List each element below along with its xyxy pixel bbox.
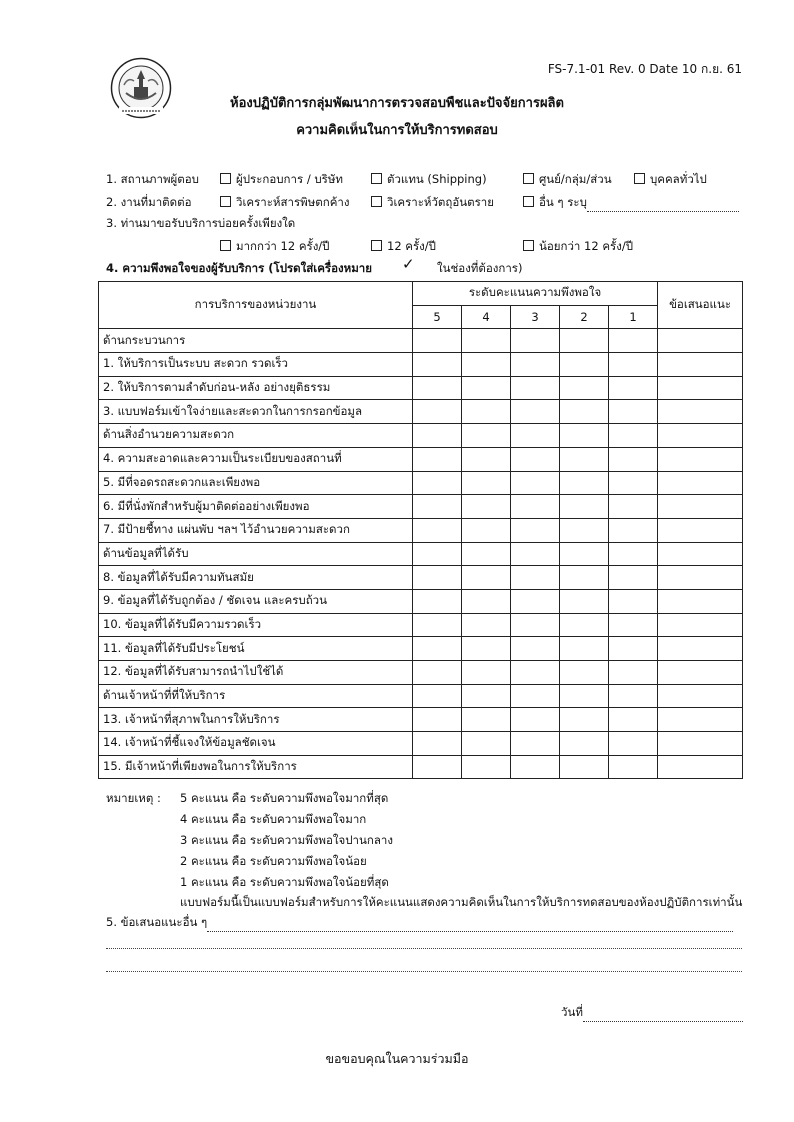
empty-cell <box>413 329 462 353</box>
rating-cell-score-5[interactable] <box>413 447 462 471</box>
rating-cell-score-2[interactable] <box>560 447 609 471</box>
note-line: 5 คะแนน คือ ระดับความพึงพอใจมากที่สุด <box>180 791 389 805</box>
q3-label: 3. ท่านมาขอรับบริการบ่อยครั้งเพียงใด <box>106 216 296 230</box>
rating-cell-score-1[interactable] <box>609 376 658 400</box>
suggestion-cell[interactable] <box>658 637 743 661</box>
header-service: การบริการของหน่วยงาน <box>99 282 413 329</box>
suggestion-cell[interactable] <box>658 495 743 519</box>
checkbox[interactable] <box>371 240 382 251</box>
suggestion-cell[interactable] <box>658 613 743 637</box>
rating-cell-score-4[interactable] <box>462 589 511 613</box>
rating-cell-score-4[interactable] <box>462 566 511 590</box>
rating-cell-score-5[interactable] <box>413 589 462 613</box>
item-label: 5. มีที่จอดรถสะดวกและเพียงพอ <box>99 471 413 495</box>
rating-cell-score-2[interactable] <box>560 566 609 590</box>
table-row <box>99 518 743 542</box>
rating-cell-score-4[interactable] <box>462 755 511 779</box>
rating-cell-score-2[interactable] <box>560 495 609 519</box>
suggestion-cell[interactable] <box>658 566 743 590</box>
checkbox[interactable] <box>220 240 231 251</box>
empty-cell <box>609 542 658 566</box>
item-label: 10. ข้อมูลที่ได้รับมีความรวดเร็ว <box>99 613 413 637</box>
q5-input-line-2[interactable] <box>106 948 742 949</box>
empty-cell <box>413 542 462 566</box>
checkbox[interactable] <box>220 173 231 184</box>
rating-cell-score-5[interactable] <box>413 661 462 685</box>
suggestion-cell[interactable] <box>658 471 743 495</box>
q2-other-input[interactable] <box>587 211 739 212</box>
rating-cell-score-5[interactable] <box>413 732 462 756</box>
rating-cell-score-3[interactable] <box>511 495 560 519</box>
empty-cell <box>609 424 658 448</box>
q3-option-twelve[interactable]: 12 ครั้ง/ปี <box>371 238 436 256</box>
rating-cell-score-1[interactable] <box>609 732 658 756</box>
q5-input-line-1[interactable] <box>207 931 733 932</box>
rating-cell-score-2[interactable] <box>560 732 609 756</box>
suggestion-cell[interactable] <box>658 661 743 685</box>
thank-you-text: ขอขอบคุณในความร่วมมือ <box>325 1051 469 1066</box>
empty-cell <box>462 542 511 566</box>
empty-cell <box>658 329 743 353</box>
rating-cell-score-3[interactable] <box>511 566 560 590</box>
item-label: 8. ข้อมูลที่ได้รับมีความทันสมัย <box>99 566 413 590</box>
q3-option-more[interactable]: มากกว่า 12 ครั้ง/ปี <box>220 238 329 256</box>
rating-cell-score-4[interactable] <box>462 400 511 424</box>
rating-cell-score-2[interactable] <box>560 589 609 613</box>
rating-cell-score-3[interactable] <box>511 661 560 685</box>
table-row <box>99 708 743 732</box>
q2-label: 2. งานที่มาติดต่อ <box>106 195 192 209</box>
suggestion-cell[interactable] <box>658 589 743 613</box>
rating-cell-score-3[interactable] <box>511 518 560 542</box>
empty-cell <box>560 424 609 448</box>
table-row <box>99 353 743 377</box>
empty-cell <box>462 329 511 353</box>
empty-cell <box>658 542 743 566</box>
rating-cell-score-3[interactable] <box>511 353 560 377</box>
empty-cell <box>658 684 743 708</box>
rating-cell-score-2[interactable] <box>560 400 609 424</box>
q5-input-line-3[interactable] <box>106 971 742 972</box>
suggestion-cell[interactable] <box>658 755 743 779</box>
rating-cell-score-5[interactable] <box>413 518 462 542</box>
lab-title: ห้องปฏิบัติการกลุ่มพัฒนาการตรวจสอบพืชและปัจจัยการผลิต <box>230 96 564 111</box>
rating-cell-score-1[interactable] <box>609 661 658 685</box>
q4-suffix: ในช่องที่ต้องการ) <box>437 261 523 275</box>
rating-cell-score-5[interactable] <box>413 566 462 590</box>
q1-option-general[interactable]: บุคคลทั่วไป <box>634 171 707 189</box>
section-title: ด้านกระบวนการ <box>99 329 413 353</box>
rating-cell-score-5[interactable] <box>413 376 462 400</box>
rating-cell-score-5[interactable] <box>413 755 462 779</box>
rating-cell-score-3[interactable] <box>511 637 560 661</box>
table-row <box>99 589 743 613</box>
empty-cell <box>560 684 609 708</box>
table-row <box>99 447 743 471</box>
item-label: 13. เจ้าหน้าที่สุภาพในการให้บริการ <box>99 708 413 732</box>
suggestion-cell[interactable] <box>658 518 743 542</box>
note-line: 3 คะแนน คือ ระดับความพึงพอใจปานกลาง <box>180 833 393 847</box>
rating-cell-score-1[interactable] <box>609 353 658 377</box>
rating-cell-score-3[interactable] <box>511 755 560 779</box>
rating-cell-score-2[interactable] <box>560 376 609 400</box>
rating-cell-score-2[interactable] <box>560 353 609 377</box>
table-row <box>99 637 743 661</box>
note-line: 1 คะแนน คือ ระดับความพึงพอใจน้อยที่สุด <box>180 875 389 889</box>
table-row <box>99 400 743 424</box>
rating-cell-score-1[interactable] <box>609 708 658 732</box>
score-4: 4 <box>462 305 511 329</box>
q1-option-business[interactable]: ผู้ประกอบการ / บริษัท <box>220 171 343 189</box>
rating-cell-score-3[interactable] <box>511 471 560 495</box>
section-row <box>99 424 743 448</box>
checkmark-icon: ✓ <box>402 255 415 273</box>
rating-cell-score-5[interactable] <box>413 471 462 495</box>
table-row <box>99 376 743 400</box>
rating-cell-score-1[interactable] <box>609 755 658 779</box>
rating-cell-score-3[interactable] <box>511 400 560 424</box>
rating-cell-score-2[interactable] <box>560 471 609 495</box>
rating-cell-score-2[interactable] <box>560 613 609 637</box>
empty-cell <box>511 424 560 448</box>
empty-cell <box>413 684 462 708</box>
rating-cell-score-4[interactable] <box>462 376 511 400</box>
q3-option-less[interactable]: น้อยกว่า 12 ครั้ง/ปี <box>523 238 633 256</box>
rating-cell-score-4[interactable] <box>462 447 511 471</box>
q5-row <box>106 914 742 932</box>
rating-cell-score-4[interactable] <box>462 353 511 377</box>
suggestion-cell[interactable] <box>658 732 743 756</box>
item-label: 12. ข้อมูลที่ได้รับสามารถนำไปใช้ได้ <box>99 661 413 685</box>
rating-cell-score-5[interactable] <box>413 353 462 377</box>
rating-cell-score-3[interactable] <box>511 708 560 732</box>
q4-label: 4. ความพึงพอใจของผู้รับบริการ (โปรดใส่เครื่องหมาย <box>106 261 372 275</box>
rating-cell-score-1[interactable] <box>609 447 658 471</box>
rating-cell-score-5[interactable] <box>413 637 462 661</box>
rating-cell-score-1[interactable] <box>609 613 658 637</box>
table-row <box>99 732 743 756</box>
section-row <box>99 329 743 353</box>
rating-cell-score-4[interactable] <box>462 518 511 542</box>
table-row <box>99 661 743 685</box>
empty-cell <box>462 684 511 708</box>
note-line: 4 คะแนน คือ ระดับความพึงพอใจมาก <box>180 812 367 826</box>
item-label: 7. มีป้ายชี้ทาง แผ่นพับ ฯลฯ ไว้อำนวยความสะดวก <box>99 518 413 542</box>
form-title: ความคิดเห็นในการให้บริการทดสอบ <box>296 123 498 138</box>
item-label: 11. ข้อมูลที่ได้รับมีประโยชน์ <box>99 637 413 661</box>
notes-label: หมายเหตุ : <box>106 791 161 805</box>
section-row <box>99 684 743 708</box>
rating-cell-score-2[interactable] <box>560 755 609 779</box>
satisfaction-table <box>98 281 743 779</box>
suggestion-cell[interactable] <box>658 353 743 377</box>
suggestion-cell[interactable] <box>658 708 743 732</box>
rating-cell-score-1[interactable] <box>609 566 658 590</box>
rating-cell-score-3[interactable] <box>511 376 560 400</box>
rating-cell-score-3[interactable] <box>511 613 560 637</box>
empty-cell <box>511 329 560 353</box>
checkbox[interactable] <box>523 173 534 184</box>
item-label: 3. แบบฟอร์มเข้าใจง่ายและสะดวกในการกรอกข้อมูล <box>99 400 413 424</box>
checkbox[interactable] <box>523 240 534 251</box>
empty-cell <box>511 542 560 566</box>
note-form-disclaimer: แบบฟอร์มนี้เป็นแบบฟอร์มสำหรับการให้คะแนนแสดงความคิดเห็นในการให้บริการทดสอบของห้องปฏิบัติการเท่านั้น <box>180 895 743 909</box>
rating-cell-score-4[interactable] <box>462 732 511 756</box>
rating-cell-score-4[interactable] <box>462 495 511 519</box>
rating-cell-score-3[interactable] <box>511 447 560 471</box>
score-1: 1 <box>609 305 658 329</box>
date-input[interactable] <box>583 1021 743 1022</box>
section-title: ด้านเจ้าหน้าที่ที่ให้บริการ <box>99 684 413 708</box>
item-label: 2. ให้บริการตามลำดับก่อน-หลัง อย่างยุติธรรม <box>99 376 413 400</box>
item-label: 6. มีที่นั่งพักสำหรับผู้มาติดต่ออย่างเพียงพอ <box>99 495 413 519</box>
rating-cell-score-2[interactable] <box>560 637 609 661</box>
rating-cell-score-1[interactable] <box>609 495 658 519</box>
rating-cell-score-4[interactable] <box>462 708 511 732</box>
item-label: 1. ให้บริการเป็นระบบ สะดวก รวดเร็ว <box>99 353 413 377</box>
rating-cell-score-3[interactable] <box>511 589 560 613</box>
suggestion-cell[interactable] <box>658 447 743 471</box>
q2-option-other[interactable]: อื่น ๆ ระบุ <box>523 194 739 212</box>
q1-row <box>106 171 199 189</box>
rating-cell-score-2[interactable] <box>560 708 609 732</box>
item-label: 15. มีเจ้าหน้าที่เพียงพอในการให้บริการ <box>99 755 413 779</box>
section-title: ด้านสิ่งอำนวยความสะดวก <box>99 424 413 448</box>
checkbox[interactable] <box>371 173 382 184</box>
rating-cell-score-4[interactable] <box>462 661 511 685</box>
suggestion-cell[interactable] <box>658 376 743 400</box>
q1-label: 1. สถานภาพผู้ตอบ <box>106 172 199 186</box>
empty-cell <box>413 424 462 448</box>
table-row <box>99 613 743 637</box>
score-3: 3 <box>511 305 560 329</box>
checkbox[interactable] <box>634 173 645 184</box>
score-2: 2 <box>560 305 609 329</box>
rating-cell-score-4[interactable] <box>462 471 511 495</box>
date-label: วันที่ <box>561 1005 583 1019</box>
rating-cell-score-5[interactable] <box>413 708 462 732</box>
rating-cell-score-5[interactable] <box>413 495 462 519</box>
q1-option-center[interactable]: ศูนย์/กลุ่ม/ส่วน <box>523 171 612 189</box>
empty-cell <box>511 684 560 708</box>
table-row <box>99 566 743 590</box>
empty-cell <box>560 329 609 353</box>
rating-cell-score-3[interactable] <box>511 732 560 756</box>
empty-cell <box>560 542 609 566</box>
q2-option-hazard[interactable]: วิเคราะห์วัตถุอันตราย <box>371 194 494 212</box>
empty-cell <box>609 329 658 353</box>
note-line: 2 คะแนน คือ ระดับความพึงพอใจน้อย <box>180 854 367 868</box>
rating-cell-score-5[interactable] <box>413 613 462 637</box>
item-label: 4. ความสะอาดและความเป็นระเบียบของสถานที่ <box>99 447 413 471</box>
rating-cell-score-5[interactable] <box>413 400 462 424</box>
header-level: ระดับคะแนนความพึงพอใจ <box>413 282 658 306</box>
q2-row <box>106 194 192 212</box>
item-label: 14. เจ้าหน้าที่ชี้แจงให้ข้อมูลชัดเจน <box>99 732 413 756</box>
empty-cell <box>609 684 658 708</box>
rating-cell-score-2[interactable] <box>560 661 609 685</box>
date-row <box>561 1004 743 1022</box>
rating-cell-score-4[interactable] <box>462 613 511 637</box>
q5-label: 5. ข้อเสนอแนะอื่น ๆ <box>106 915 208 929</box>
rating-cell-score-2[interactable] <box>560 518 609 542</box>
checkbox[interactable] <box>220 196 231 207</box>
table-row <box>99 755 743 779</box>
suggestion-cell[interactable] <box>658 400 743 424</box>
document-number: FS-7.1-01 Rev. 0 Date 10 ก.ย. 61 <box>547 62 742 76</box>
rating-cell-score-1[interactable] <box>609 589 658 613</box>
score-5: 5 <box>413 305 462 329</box>
table-row <box>99 495 743 519</box>
item-label: 9. ข้อมูลที่ได้รับถูกต้อง / ชัดเจน และครบถ้วน <box>99 589 413 613</box>
empty-cell <box>462 424 511 448</box>
rating-cell-score-1[interactable] <box>609 637 658 661</box>
rating-cell-score-1[interactable] <box>609 518 658 542</box>
table-row <box>99 471 743 495</box>
rating-cell-score-1[interactable] <box>609 471 658 495</box>
q2-option-residue[interactable]: วิเคราะห์สารพิษตกค้าง <box>220 194 349 212</box>
rating-cell-score-1[interactable] <box>609 400 658 424</box>
rating-cell-score-4[interactable] <box>462 637 511 661</box>
checkbox[interactable] <box>371 196 382 207</box>
empty-cell <box>658 424 743 448</box>
section-title: ด้านข้อมูลที่ได้รับ <box>99 542 413 566</box>
checkbox[interactable] <box>523 196 534 207</box>
q1-option-agent[interactable]: ตัวแทน (Shipping) <box>371 171 487 189</box>
section-row <box>99 542 743 566</box>
header-suggestion: ข้อเสนอแนะ <box>658 282 743 329</box>
